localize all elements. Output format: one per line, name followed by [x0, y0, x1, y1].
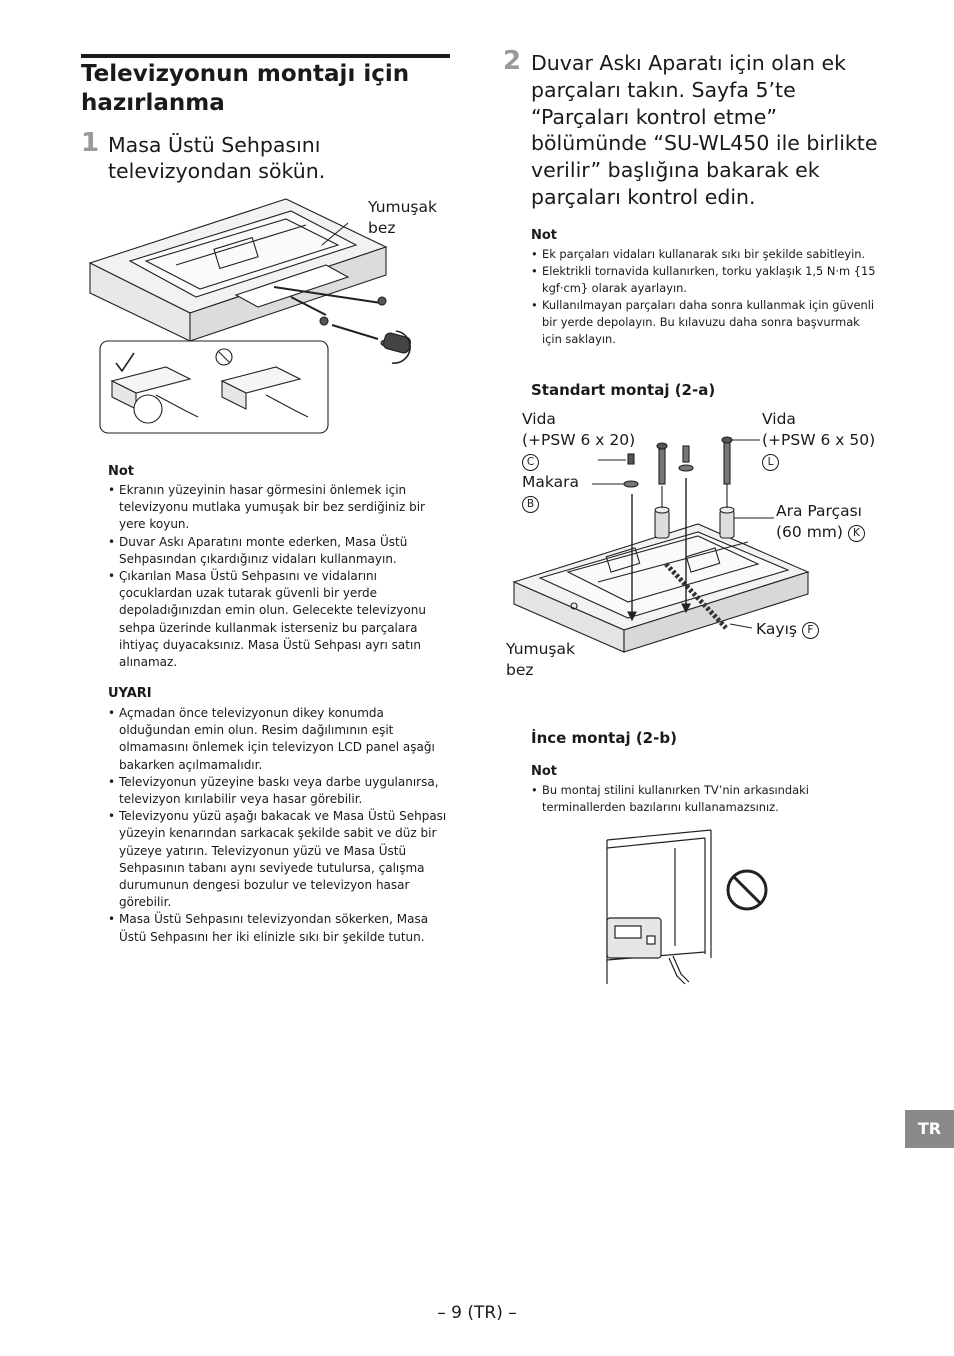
slim-mount-illustration	[603, 828, 773, 988]
spacer-line1: Ara Parçası	[776, 502, 862, 520]
list-item: • Masa Üstü Sehpasını televizyondan sökerken, Masa Üstü Sehpasını her iki elinizle sıkı bir şekilde tutun.	[108, 911, 450, 945]
part-letter-f: F	[802, 622, 819, 639]
part-letter-b: B	[522, 496, 539, 513]
part-letter-c: C	[522, 454, 539, 471]
soft-cloth-label: Yumuşak bez	[368, 198, 437, 237]
step1-text: Masa Üstü Sehpasını televizyondan sökün.	[108, 133, 326, 183]
step1-number: 1	[81, 128, 100, 158]
stand-removal-illustration	[86, 195, 446, 440]
language-tab: TR	[905, 1110, 954, 1148]
part-letter-k: K	[848, 525, 865, 542]
screw-l-line2: (+PSW 6 x 50)	[762, 431, 876, 449]
left-note-list	[108, 482, 444, 671]
right-note-heading: Not	[531, 228, 558, 243]
list-item: • Televizyonu yüzü aşağı bakacak ve Masa Üstü Sehpası yüzeyin kenarından sarkacak şekilde sabit ve düz bir yüzeye yatırın. Televizyonun yüzü ve Masa Üstü Sehpasının tabanı aynı seviyede tutulursa, çalışma durumunun dengesi bozulur ve televizyon hasar görebilir.	[108, 808, 450, 911]
right-note-list	[531, 246, 876, 349]
warning-heading: UYARI	[108, 686, 152, 701]
cloth-line2: bez	[506, 661, 534, 679]
part-letter-l: L	[762, 454, 779, 471]
section-title: Televizyonun montajı için hazırlanma	[81, 61, 410, 116]
list-item: • Açmadan önce televizyonun dikey konumda olduğundan emin olun. Resim dağılımının eşit olmamasını önlemek için televizyon LCD panel aşağı bakarken açılmamalıdır.	[108, 705, 450, 774]
list-item: • Ekranın yüzeyinin hasar görmesini önlemek için televizyonu mutlaka yumuşak bir bez serdiğiniz bir yere koyun.	[108, 482, 444, 534]
list-item: • Çıkarılan Masa Üstü Sehpasını ve vidalarını çocuklardan uzak tutarak güvenli bir yerde depoladığınızdan emin olun. Gelecekte televizyonu sehpa üzerinde kullanmak isterseniz bu parçalara ihtiyaç duyacaksınız. Masa Üstü Sehpası ayrı satın alınamaz.	[108, 568, 444, 671]
list-item: • Duvar Askı Aparatını monte ederken, Masa Üstü Sehpasından çıkardığınız vidaları kullanmayın.	[108, 534, 444, 568]
step2-number: 2	[503, 46, 522, 76]
belt-text: Kayış	[756, 620, 797, 638]
list-item: • Bu montaj stilini kullanırken TV’nin arkasındaki terminallerden bazılarını kullanamazsınız.	[531, 782, 876, 816]
list-item: • Ek parçaları vidaları kullanarak sıkı bir şekilde sabitleyin.	[531, 246, 876, 263]
screw-l-line1: Vida	[762, 410, 796, 428]
spacer-line2: (60 mm)	[776, 523, 843, 541]
slim-note-heading: Not	[531, 764, 558, 779]
screw-c-line2: (+PSW 6 x 20)	[522, 431, 636, 449]
screw-c-line1: Vida	[522, 410, 556, 428]
washer-label: Makara	[522, 473, 579, 491]
warning-list	[108, 705, 450, 946]
cloth-line1: Yumuşak	[506, 640, 575, 658]
list-item: • Kullanılmayan parçaları daha sonra kullanmak için güvenli bir yerde depolayın. Bu kılavuzu daha sonra başvurmak için saklayın.	[531, 297, 876, 348]
title-rule	[81, 54, 450, 58]
list-item: • Elektrikli tornavida kullanırken, torku yaklaşık 1,5 N·m {15 kgf·cm} olarak ayarlayın.	[531, 263, 876, 297]
slim-mount-heading: İnce montaj (2-b)	[531, 729, 677, 747]
list-item: • Televizyonun yüzeyine baskı veya darbe uygulanırsa, televizyon kırılabilir veya hasar görebilir.	[108, 774, 450, 808]
step2-text: Duvar Askı Aparatı için olan ek parçaları takın. Sayfa 5’te “Parçaları kontrol etme” bölümünde “SU-WL450 ile birlikte verilir” başlığına bakarak ek parçaları kontrol edin.	[531, 51, 878, 209]
left-note-heading: Not	[108, 464, 135, 479]
standard-mount-heading: Standart montaj (2-a)	[531, 381, 716, 399]
standard-mount-illustration	[508, 432, 813, 652]
slim-note-list	[531, 782, 876, 816]
page-number: – 9 (TR) –	[437, 1303, 517, 1323]
